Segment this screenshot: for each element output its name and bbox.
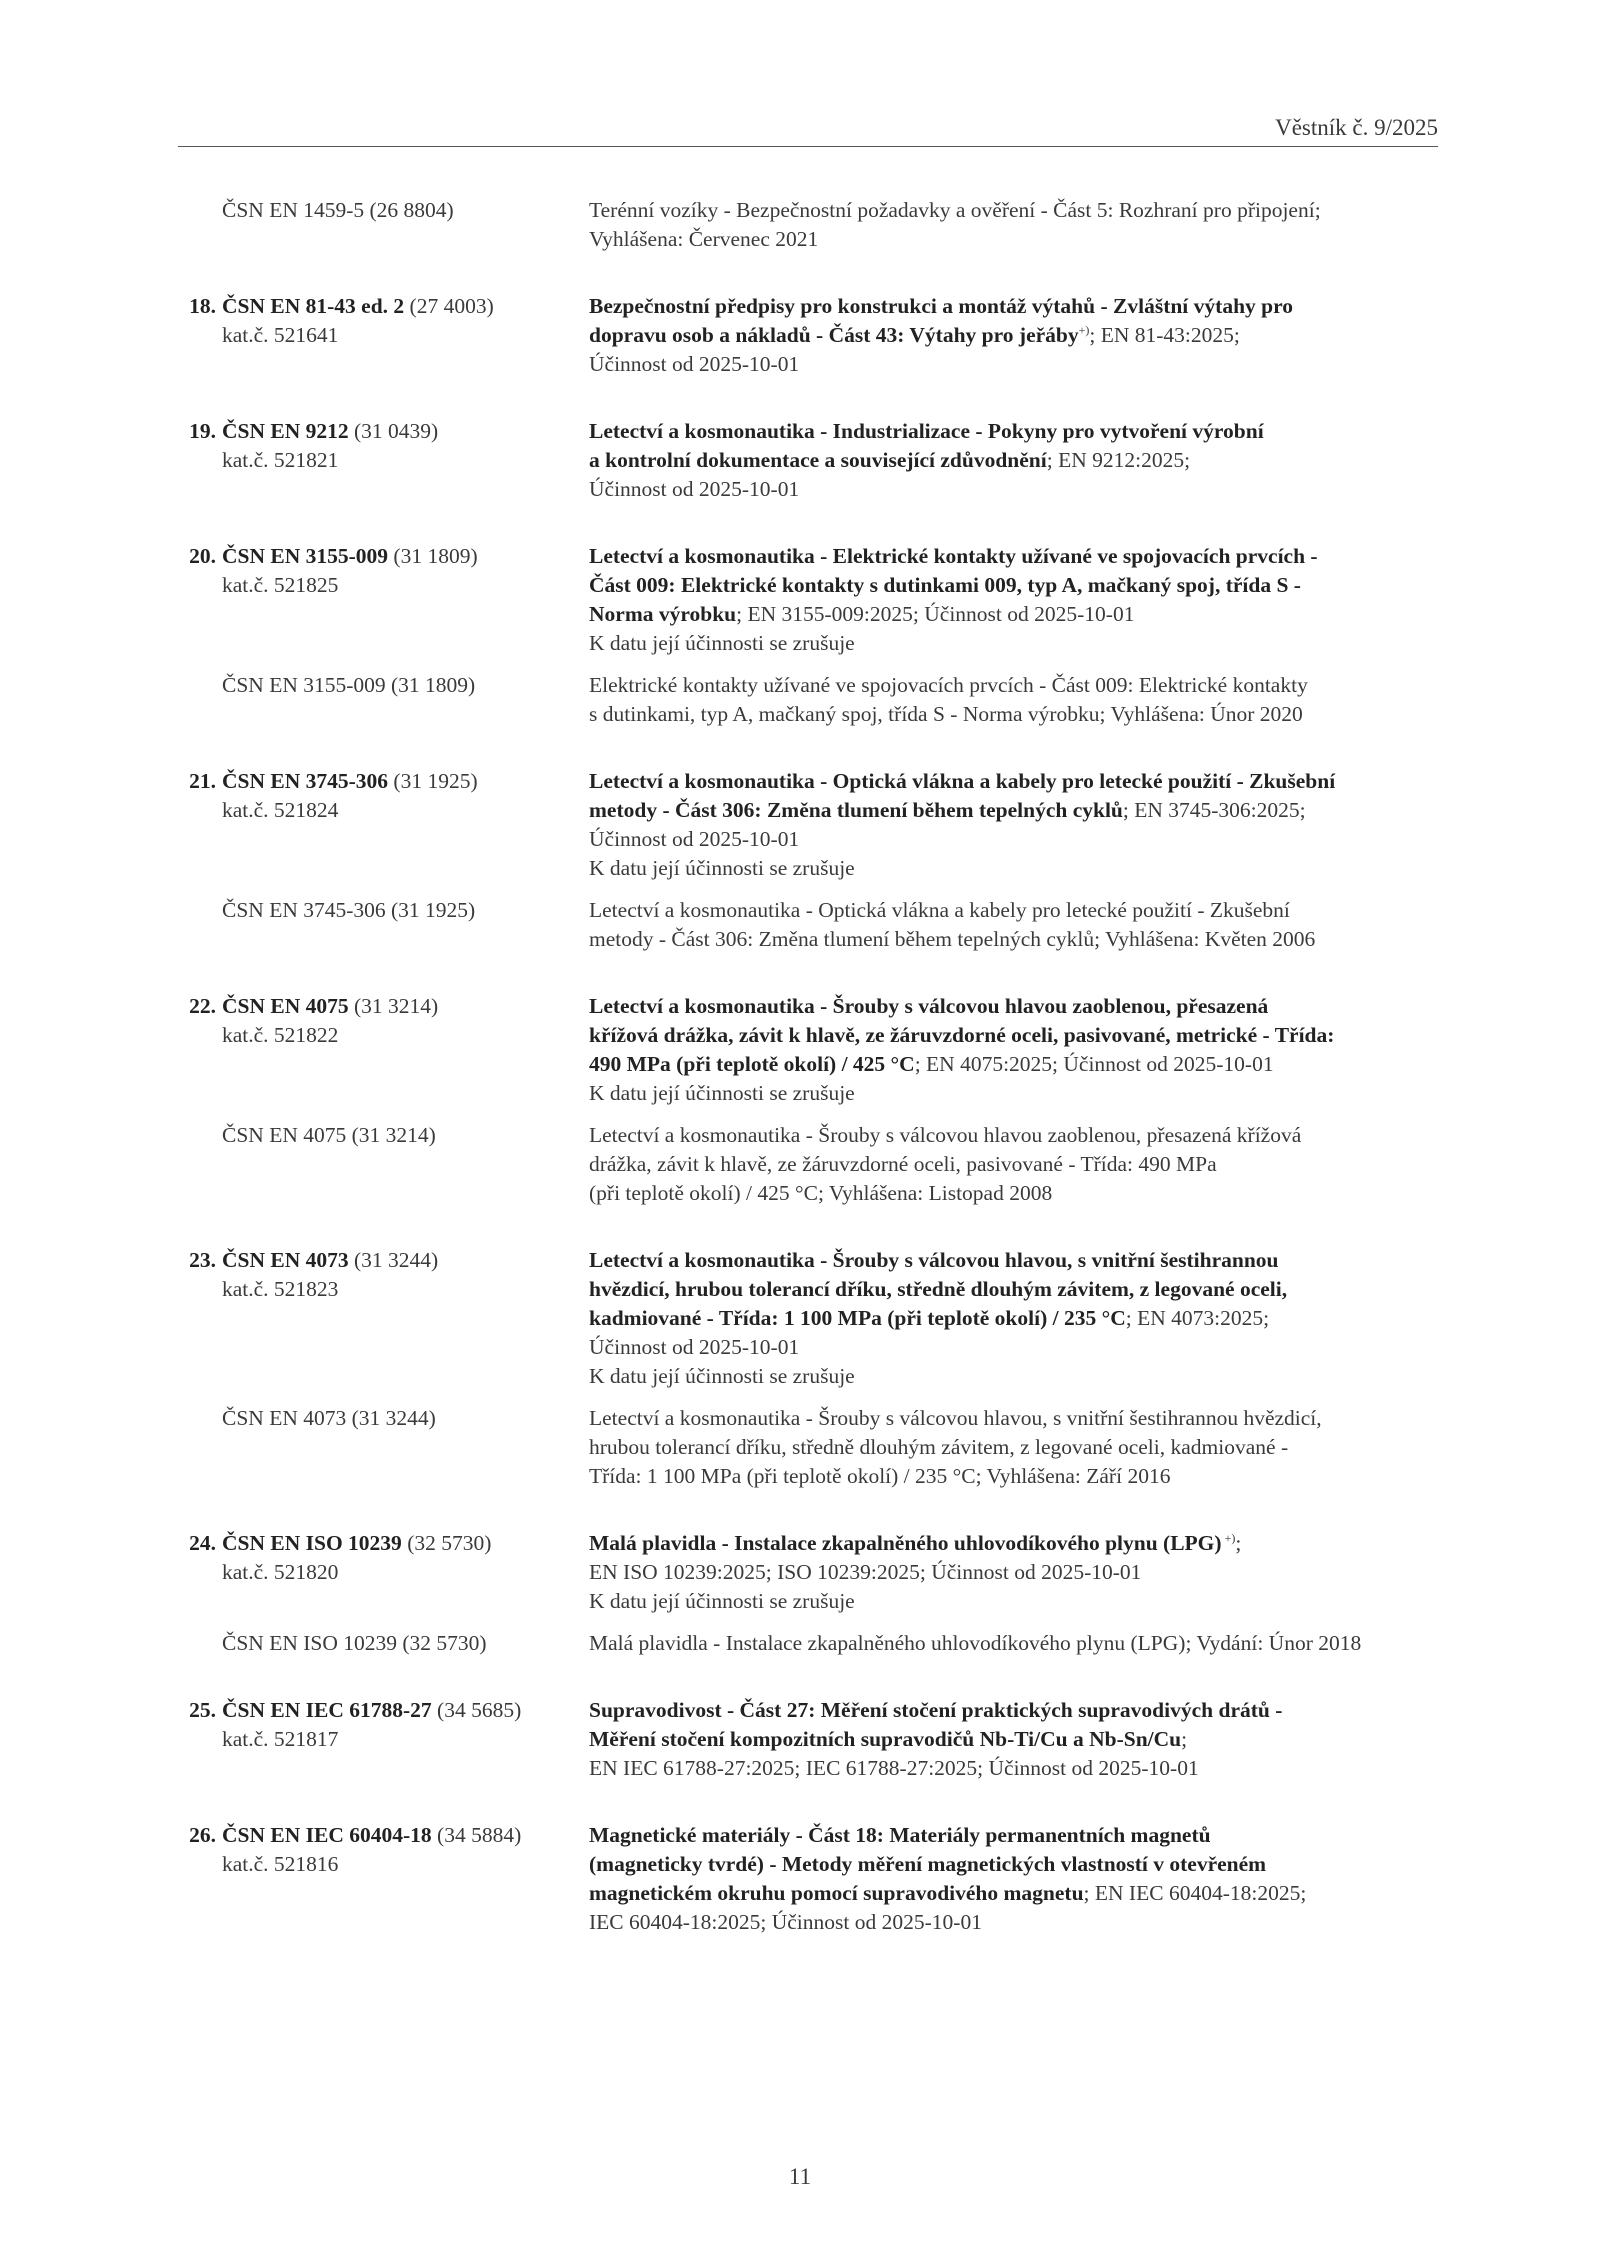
withdrawn-designation: ČSN EN 3745-306 (31 1925) — [222, 898, 476, 922]
entry-number: 23. — [189, 1248, 216, 1272]
standard-code: ČSN EN 3745-306 — [222, 769, 389, 793]
entry-number: 19. — [189, 419, 216, 443]
standards-list — [178, 196, 1438, 1937]
catalog-number: kat.č. 521820 — [222, 1560, 339, 1584]
entry-number: 20. — [189, 544, 216, 568]
withdrawn-standard — [178, 1404, 1438, 1491]
standard-code: ČSN EN 4073 — [222, 1248, 349, 1272]
standard-entry — [178, 542, 1438, 658]
standard-code: ČSN EN 3155-009 — [222, 544, 389, 568]
entry-number: 18. — [189, 294, 216, 318]
standard-description: Letectví a kosmonautika - Optická vlákna a kabely pro letecké použití - Zkušební metody - Část 306: Změna tlumení během tepelných cyklů; EN 3745-306:2025; Účinnost od 2025-10-01 K datu její účinnosti se zrušuje — [589, 769, 1336, 880]
catalog-number: kat.č. 521825 — [222, 573, 339, 597]
standard-description: Letectví a kosmonautika - Industrializace - Pokyny pro vytvoření výrobní a kontrolní dokumentace a související zdůvodnění; EN 9212:2025; Účinnost od 2025-10-01 — [589, 419, 1264, 501]
withdrawn-description: Letectví a kosmonautika - Optická vlákna a kabely pro letecké použití - Zkušební metody - Část 306: Změna tlumení během tepelných cyklů; Vyhlášena: Květen 2006 — [589, 898, 1316, 951]
entry-number: 22. — [189, 994, 216, 1018]
class-code: (27 4003) — [404, 294, 494, 318]
withdrawn-designation: ČSN EN 3155-009 (31 1809) — [222, 673, 476, 697]
entry-number: 24. — [189, 1531, 216, 1555]
standard-entry — [178, 992, 1438, 1108]
withdrawn-description: Elektrické kontakty užívané ve spojovacích prvcích - Část 009: Elektrické kontakty s dutinkami, typ A, mačkaný spoj, třída S - Norma výrobku; Vyhlášena: Únor 2020 — [589, 673, 1308, 726]
class-code: (31 3244) — [348, 1248, 439, 1272]
class-code: (31 1925) — [388, 769, 478, 793]
class-code: (32 5730) — [401, 1531, 492, 1555]
catalog-number: kat.č. 521823 — [222, 1277, 339, 1301]
footnote-mark: +) — [1078, 322, 1090, 337]
standard-code: ČSN EN 4075 — [222, 994, 349, 1018]
standard-entry — [178, 417, 1438, 504]
catalog-number: kat.č. 521641 — [222, 323, 339, 347]
withdrawn-description: Letectví a kosmonautika - Šrouby s válcovou hlavou zaoblenou, přesazená křížová drážka, závit k hlavě, ze žáruvzdorné oceli, pasivované - Třída: 490 MPa (při teplotě okolí) / 425 °C; Vyhlášena: Listopad 2008 — [589, 1123, 1302, 1205]
catalog-number: kat.č. 521817 — [222, 1727, 339, 1751]
class-code: (31 1809) — [388, 544, 478, 568]
standard-description: Letectví a kosmonautika - Elektrické kontakty užívané ve spojovacích prvcích - Část 009: Elektrické kontakty s dutinkami 009, typ A, mačkaný spoj, třída S - Norma výrobku; EN 3155-009:2025; Účinnost od 2025-10-01 K datu její účinnosti se zrušuje — [589, 544, 1318, 655]
standard-description: Bezpečnostní předpisy pro konstrukci a montáž výtahů - Zvláštní výtahy pro dopravu osob a nákladů - Část 43: Výtahy pro jeřáby+); EN 81-43:2025; Účinnost od 2025-10-01 — [589, 294, 1294, 376]
withdrawn-description: Terénní vozíky - Bezpečnostní požadavky a ověření - Část 5: Rozhraní pro připojení; Vyhlášena: Červenec 2021 — [589, 198, 1321, 251]
withdrawn-standard — [178, 896, 1438, 954]
standard-entry — [178, 292, 1438, 379]
class-code: (31 0439) — [348, 419, 439, 443]
catalog-number: kat.č. 521824 — [222, 798, 339, 822]
standard-entry — [178, 1696, 1438, 1783]
standard-description: Magnetické materiály - Část 18: Materiály permanentních magnetů (magneticky tvrdé) - Metody měření magnetických vlastností v otevřeném magnetickém okruhu pomocí supravodivého magnetu; EN IEC 60404-18:2025; IEC 60404-18:2025; Účinnost od 2025-10-01 — [589, 1823, 1307, 1934]
entry-number: 21. — [189, 769, 216, 793]
standard-description: Letectví a kosmonautika - Šrouby s válcovou hlavou zaoblenou, přesazená křížová drážka, závit k hlavě, ze žáruvzdorné oceli, pasivované, metrické - Třída: 490 MPa (při teplotě okolí) / 425 °C; EN 4075:2025; Účinnost od 2025-10-01 K datu její účinnosti se zrušuje — [589, 994, 1335, 1105]
standard-code: ČSN EN IEC 61788-27 — [222, 1698, 432, 1722]
entry-number: 26. — [189, 1823, 216, 1847]
standard-entry — [178, 1246, 1438, 1391]
catalog-number: kat.č. 521822 — [222, 1023, 339, 1047]
standard-description: Malá plavidla - Instalace zkapalněného uhlovodíkového plynu (LPG) +); EN ISO 10239:2025; ISO 10239:2025; Účinnost od 2025-10-01 K datu její účinnosti se zrušuje — [589, 1530, 1242, 1613]
page-number: 11 — [788, 2164, 812, 2189]
withdrawn-standard — [178, 1629, 1438, 1658]
class-code: (34 5685) — [431, 1698, 522, 1722]
withdrawn-designation: ČSN EN 4073 (31 3244) — [222, 1406, 436, 1430]
standard-entry — [178, 767, 1438, 883]
withdrawn-description: Malá plavidla - Instalace zkapalněného uhlovodíkového plynu (LPG); Vydání: Únor 2018 — [589, 1631, 1362, 1655]
withdrawn-designation: ČSN EN 1459-5 (26 8804) — [222, 198, 454, 222]
standard-code: ČSN EN 81-43 ed. 2 — [222, 294, 405, 318]
standard-entry — [178, 1821, 1438, 1937]
withdrawn-designation: ČSN EN 4075 (31 3214) — [222, 1123, 436, 1147]
catalog-number: kat.č. 521821 — [222, 448, 339, 472]
class-code: (31 3214) — [348, 994, 439, 1018]
class-code: (34 5884) — [431, 1823, 522, 1847]
withdrawn-description: Letectví a kosmonautika - Šrouby s válcovou hlavou, s vnitřní šestihrannou hvězdicí, hrubou tolerancí dříku, středně dlouhým závitem, z legované oceli, kadmiované - Třída: 1 100 MPa (při teplotě okolí) / 235 °C; Vyhlášena: Září 2016 — [589, 1406, 1322, 1488]
standard-code: ČSN EN IEC 60404-18 — [222, 1823, 432, 1847]
withdrawn-standard — [178, 1121, 1438, 1208]
entry-number: 25. — [189, 1698, 216, 1722]
standard-code: ČSN EN 9212 — [222, 419, 349, 443]
standard-code: ČSN EN ISO 10239 — [222, 1531, 402, 1555]
page-header — [178, 112, 1438, 147]
bulletin-title: Věstník č. 9/2025 — [1275, 115, 1438, 140]
standard-entry — [178, 1529, 1438, 1616]
withdrawn-standard — [178, 671, 1438, 729]
withdrawn-standard — [178, 196, 1438, 254]
catalog-number: kat.č. 521816 — [222, 1852, 339, 1876]
withdrawn-designation: ČSN EN ISO 10239 (32 5730) — [222, 1631, 487, 1655]
standard-description: Letectví a kosmonautika - Šrouby s válcovou hlavou, s vnitřní šestihrannou hvězdicí, hrubou tolerancí dříku, středně dlouhým závitem, z legované oceli, kadmiované - Třída: 1 100 MPa (při teplotě okolí) / 235 °C; EN 4073:2025; Účinnost od 2025-10-01 K datu její účinnosti se zrušuje — [589, 1248, 1288, 1388]
standard-description: Supravodivost - Část 27: Měření stočení praktických supravodivých drátů - Měření stočení kompozitních supravodičů Nb-Ti/Cu a Nb-Sn/Cu; EN IEC 61788-27:2025; IEC 61788-27:2025; Účinnost od 2025-10-01 — [589, 1698, 1283, 1780]
footnote-mark: +) — [1221, 1530, 1236, 1545]
